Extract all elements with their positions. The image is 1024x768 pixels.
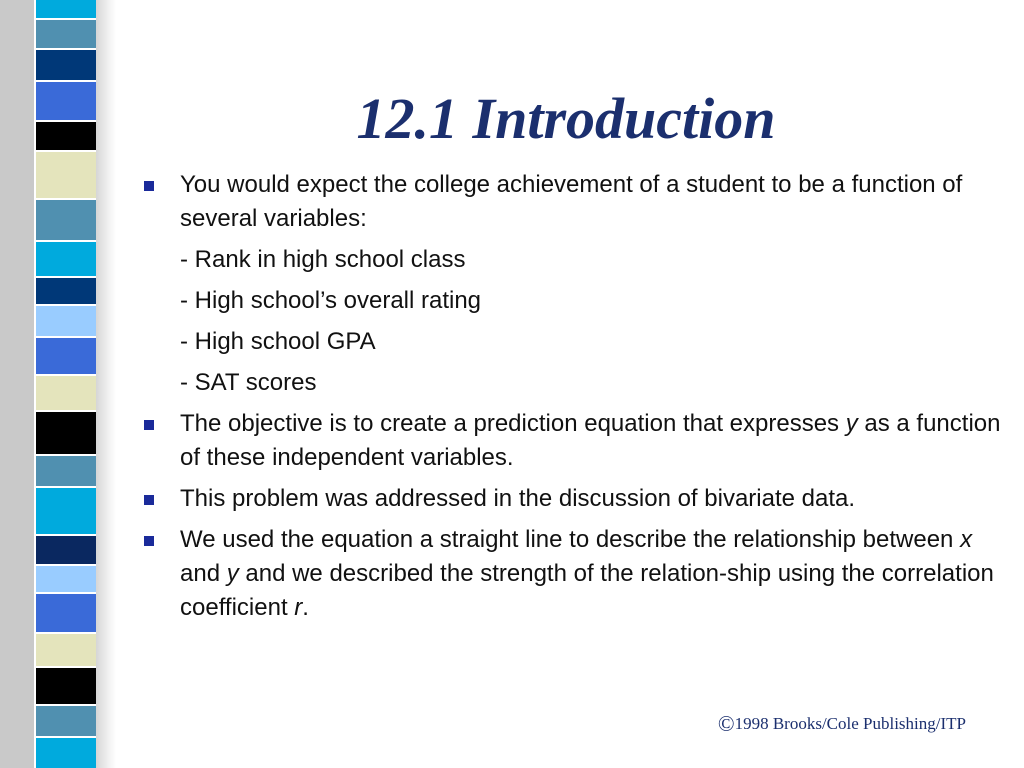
sub-item xyxy=(144,243,1004,277)
stripe-segment xyxy=(36,50,98,80)
bullet-item-2 xyxy=(144,407,1004,475)
stripe-segment xyxy=(36,488,98,534)
bullet-text: This problem was addressed in the discussion of bivariate data. xyxy=(180,485,856,512)
stripe-segment xyxy=(36,122,98,150)
slide-content xyxy=(144,168,1004,632)
text-segment: as a function of these independent variables. xyxy=(180,410,1001,471)
square-bullet-icon xyxy=(144,495,154,505)
square-bullet-icon xyxy=(144,536,154,546)
stripe-segment xyxy=(36,306,98,336)
stripe-stack xyxy=(36,0,98,768)
copyright-footer xyxy=(718,711,966,737)
bullet-text: You would expect the college achievement of a student to be a function of several variables: xyxy=(180,171,963,232)
bullet-item-1 xyxy=(144,168,1004,236)
variable-r: r xyxy=(294,594,303,621)
stripe-segment xyxy=(36,536,98,564)
stripe-segment xyxy=(36,242,98,276)
sub-item xyxy=(144,284,1004,318)
decorative-stripe-band xyxy=(0,0,118,768)
stripe-segment xyxy=(36,668,98,704)
variable-y: y xyxy=(845,410,858,437)
bullet-item-4 xyxy=(144,523,1004,625)
stripe-shadow-left xyxy=(0,0,34,768)
stripe-segment xyxy=(36,376,98,410)
bullet-text xyxy=(180,410,1000,471)
text-segment: and xyxy=(180,560,227,587)
variable-y: y xyxy=(226,560,239,587)
sub-item-text: - SAT scores xyxy=(180,369,317,396)
stripe-segment xyxy=(36,152,98,198)
stripe-segment xyxy=(36,566,98,592)
stripe-segment xyxy=(36,278,98,304)
text-segment: and we described the strength of the relation-ship using the correlation coefficient xyxy=(180,560,994,621)
variable-x: x xyxy=(960,526,973,553)
sub-item-text: - Rank in high school class xyxy=(180,246,466,273)
square-bullet-icon xyxy=(144,420,154,430)
stripe-segment xyxy=(36,738,98,768)
stripe-segment xyxy=(36,82,98,120)
text-segment: The objective is to create a prediction equation that expresses xyxy=(180,410,846,437)
stripe-shadow-right xyxy=(96,0,116,768)
copyright-symbol: © xyxy=(717,711,735,736)
stripe-segment xyxy=(36,338,98,374)
copyright-text: 1998 Brooks/Cole Publishing/ITP xyxy=(734,714,966,733)
stripe-segment xyxy=(36,634,98,666)
slide-title: 12.1 Introduction xyxy=(356,86,776,151)
stripe-segment xyxy=(36,594,98,632)
sub-item-text: - High school’s overall rating xyxy=(180,287,482,314)
stripe-segment xyxy=(36,20,98,48)
stripe-segment xyxy=(36,200,98,240)
sub-item xyxy=(144,325,1004,359)
square-bullet-icon xyxy=(144,181,154,191)
text-segment: We used the equation a straight line to describe the relationship between xyxy=(180,526,961,553)
stripe-segment xyxy=(36,412,98,454)
text-segment: . xyxy=(302,594,309,621)
bullet-item-3 xyxy=(144,482,1004,516)
stripe-segment xyxy=(36,0,98,18)
sub-item xyxy=(144,366,1004,400)
stripe-segment xyxy=(36,456,98,486)
bullet-text xyxy=(180,526,994,621)
stripe-segment xyxy=(36,706,98,736)
sub-item-text: - High school GPA xyxy=(180,328,376,355)
